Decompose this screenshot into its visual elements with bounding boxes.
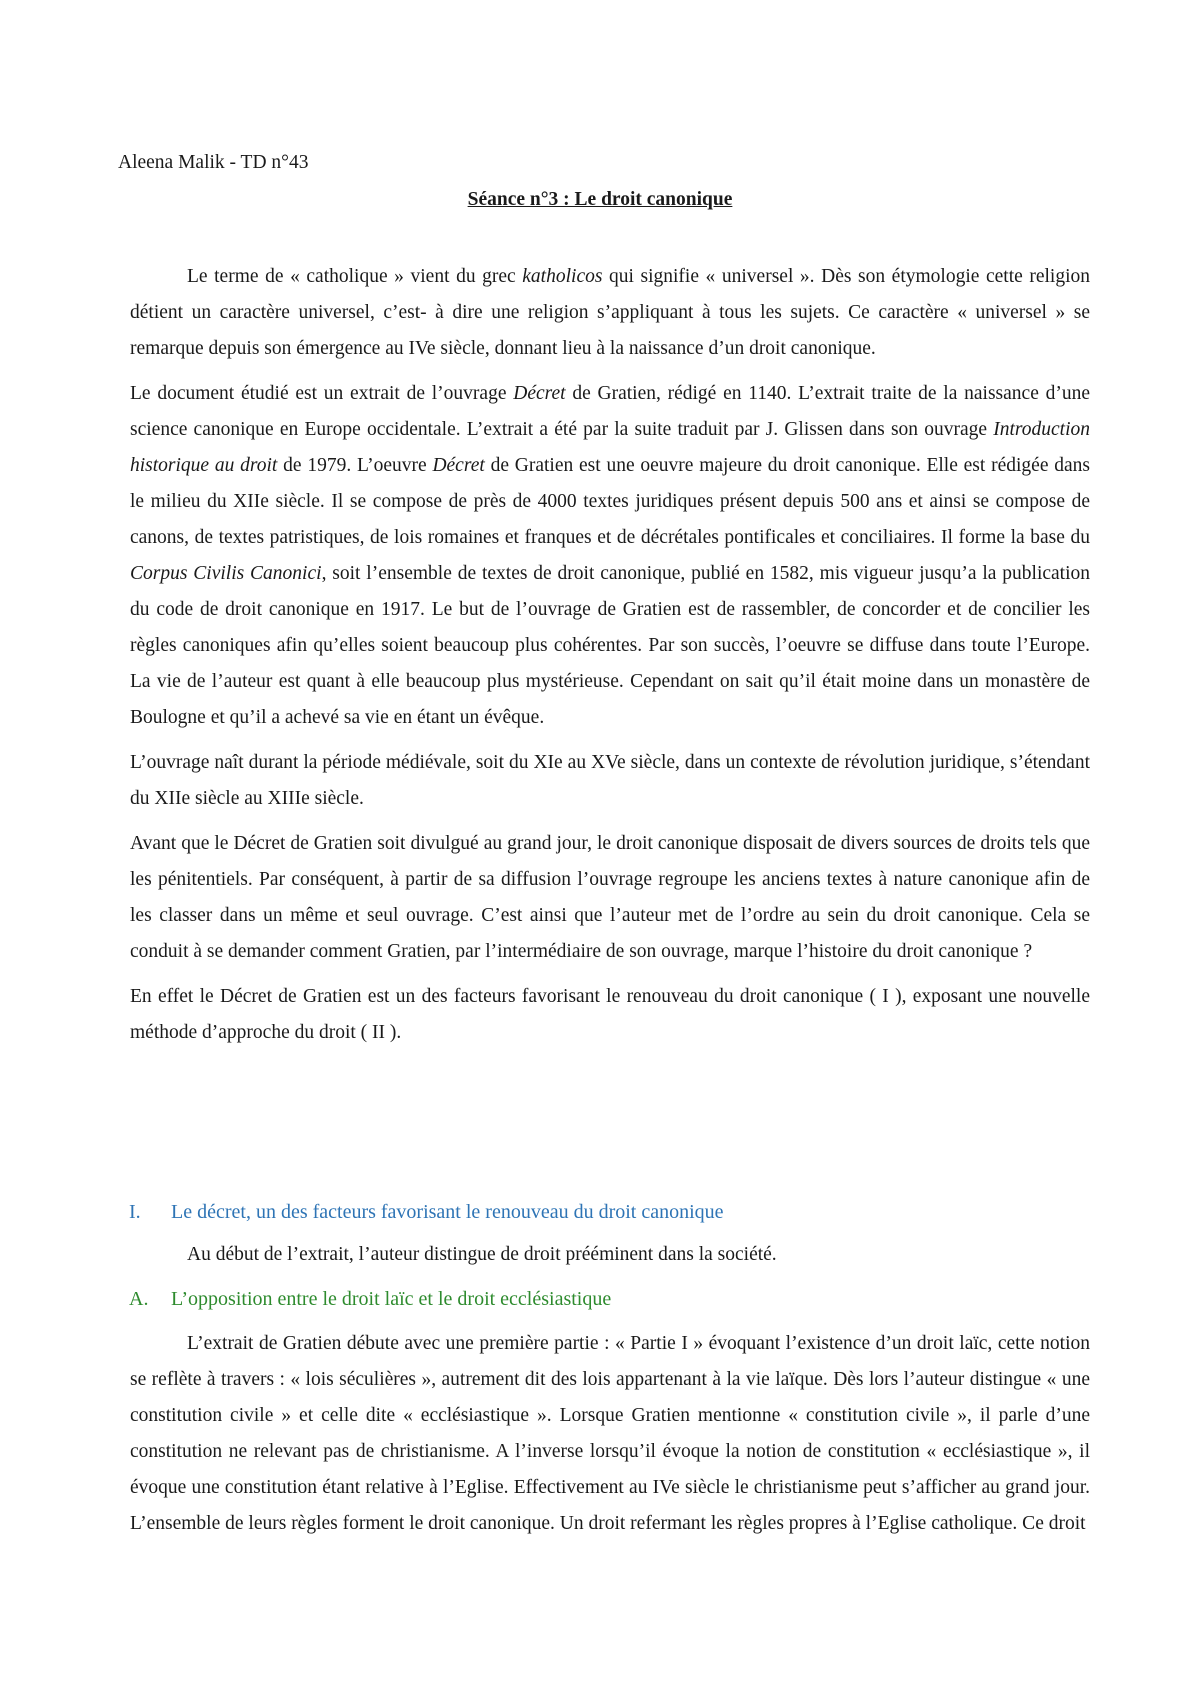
paragraph-5: En effet le Décret de Gratien est un des facteurs favorisant le renouveau du droit canonique ( I ), exposant une nouvelle méthode d’approche du droit ( II ).	[130, 986, 1090, 1043]
page-title: Séance n°3 : Le droit canonique	[467, 189, 733, 210]
paragraph-3: L’ouvrage naît durant la période médiévale, soit du XIe au XVe siècle, dans un contexte de révolution juridique, s’étendant du XIIe siècle au XIIIe siècle.	[130, 752, 1090, 809]
section-number: I.	[129, 1201, 141, 1223]
emphasis-katholicos: katholicos	[522, 266, 603, 287]
subsection-title: L’opposition entre le droit laïc et le droit ecclésiastique	[171, 1288, 612, 1310]
subsection-heading-a	[129, 1285, 611, 1313]
section-heading-1	[129, 1198, 724, 1226]
paragraph-2: Le document étudié est un extrait de l’ouvrage Décret de Gratien, rédigé en 1140. L’extrait traite de la naissance d’une science canonique en Europe occidentale. L’extrait a été par la suite traduit par J. Glissen dans son ouvrage Introduction historique au droit de 1979. L’oeuvre Décret de Gratien est une oeuvre majeure du droit canonique. Elle est rédigée dans le milieu du XIIe siècle. Il se compose de près de 4000 textes juridiques présent depuis 500 ans et ainsi se compose de canons, de textes patristiques, de lois romaines et franques et de décrétales pontificales et conciliaires. Il forme la base du Corpus Civilis Canonici, soit l’ensemble de textes de droit canonique, publié en 1582, mis vigueur jusqu’a la publication du code de droit canonique en 1917. Le but de l’ouvrage de Gratien est de rassembler, de concorder et de concilier les règles canoniques afin qu’elles soient beaucoup plus cohérentes. Par son succès, l’oeuvre se diffuse dans toute l’Europe. La vie de l’auteur est quant à elle beaucoup plus mystérieuse. Cependant on sait qu’il était moine dans un monastère de Boulogne et qu’il a achevé sa vie en étant un évêque.	[130, 383, 1091, 728]
section-body	[130, 1326, 1090, 1542]
paragraph-4: Avant que le Décret de Gratien soit divulgué au grand jour, le droit canonique disposait de divers sources de droits tels que les pénitentiels. Par conséquent, à partir de sa diffusion l’ouvrage regroupe les anciens textes à nature canonique afin de les classer dans un même et seul ouvrage. C’est ainsi que l’auteur met de l’ordre au sein du droit canonique. Cela se conduit à se demander comment Gratien, par l’intermédiaire de son ouvrage, marque l’histoire du droit canonique ?	[130, 833, 1090, 962]
section-intro: Au début de l’extrait, l’auteur distingue de droit prééminent dans la société.	[187, 1244, 777, 1265]
section-title: Le décret, un des facteurs favorisant le renouveau du droit canonique	[171, 1201, 724, 1223]
paragraph-6: L’extrait de Gratien débute avec une première partie : « Partie I » évoquant l’existence d’un droit laïc, cette notion se reflète à travers : « lois séculières », autrement dit des lois appartenant à la vie laïque. Dès lors l’auteur distingue « une constitution civile » et celle dite « ecclésiastique ». Lorsque Gratien mentionne « constitution civile », il parle d’une constitution ne relevant pas de christianisme. A l’inverse lorsqu’il évoque la notion de constitution « ecclésiastique », il évoque une constitution étant relative à l’Eglise. Effectivement au IVe siècle le christianisme peut s’afficher au grand jour. L’ensemble de leurs règles forment le droit canonique. Un droit refermant les règles propres à l’Eglise catholique. Ce droit	[130, 1333, 1090, 1534]
subsection-number: A.	[129, 1288, 149, 1310]
introduction	[130, 259, 1090, 1060]
paragraph-1: Le terme de « catholique » vient du grec katholicos qui signifie « universel ». Dès son étymologie cette religion détient un caractère universel, c’est- à dire une religion s’appliquant à tous les sujets. Ce caractère « universel » se remarque depuis son émergence au IVe siècle, donnant lieu à la naissance d’un droit canonique.	[130, 266, 1091, 359]
author-line: Aleena Malik - TD n°43	[118, 152, 309, 173]
